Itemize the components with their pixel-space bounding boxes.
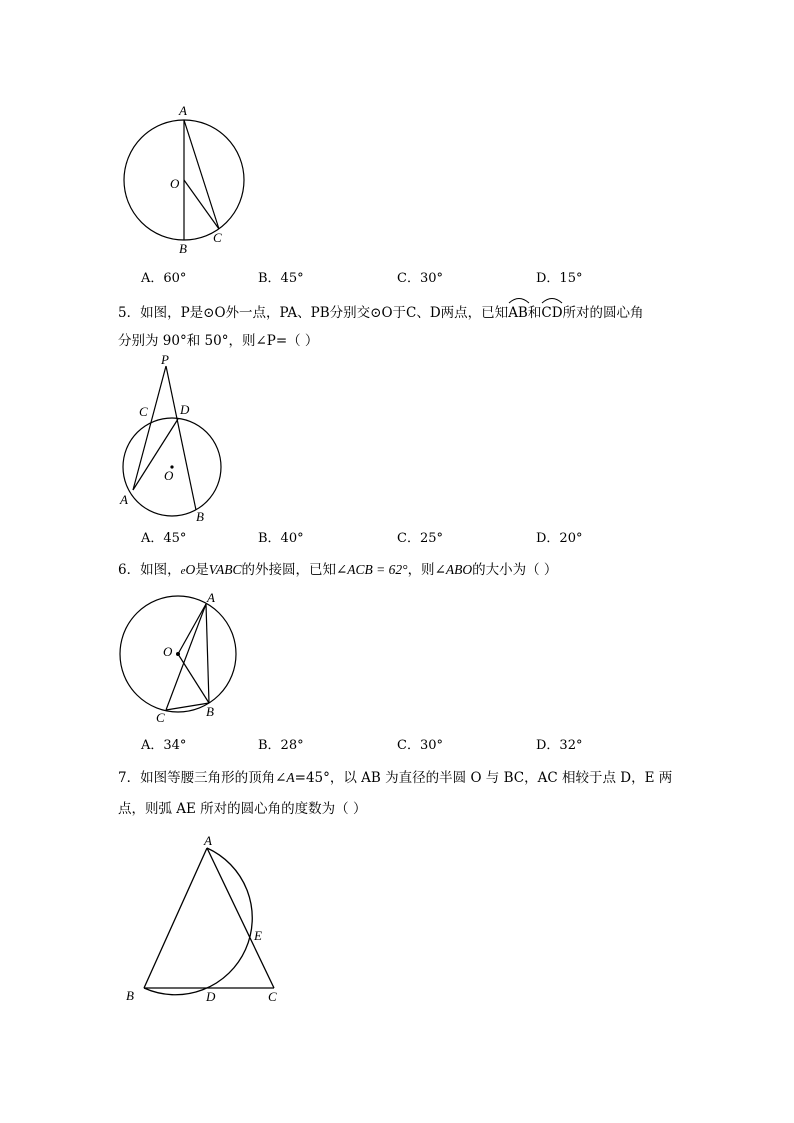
q6-text-b: 是 <box>195 562 209 578</box>
q5-label-o: O <box>164 468 174 483</box>
q5-label-a: A <box>120 492 128 507</box>
q7-text-a: 7．如图等腰三角形的顶角 <box>118 770 276 786</box>
q5-text-line2: 分别为 90°和 50°，则∠P=（ ） <box>118 333 319 349</box>
q4-label-o: O <box>170 176 180 191</box>
q5-text-b: 和 <box>527 305 542 321</box>
q7-label-e: E <box>254 928 262 943</box>
q4-option-a: A．60° <box>141 271 187 286</box>
q6-text-e: 的大小为（ ） <box>472 562 558 578</box>
q7-label-c: C <box>268 989 277 1004</box>
q5-label-d: D <box>180 402 190 417</box>
q4-label-a: A <box>179 103 187 118</box>
q4-option-d: D．15° <box>536 271 583 286</box>
q4-option-c: C．30° <box>397 271 443 286</box>
q6-triangle-abc: VABC <box>208 562 242 577</box>
q6-option-c: C．30° <box>397 738 443 753</box>
q7-text-line2: 点，则弧 AE 所对的圆心角的度数为（ ） <box>118 801 367 817</box>
q6-angle-acb: ∠ACB = 62° <box>335 562 408 577</box>
q7-side-ac <box>207 848 274 988</box>
q5-arc-ab-label: AB <box>508 305 528 321</box>
q6-symbol-o: O <box>185 562 196 577</box>
q5-text-c: 所对的圆心角 <box>562 305 644 321</box>
q7-label-a: A <box>204 833 212 848</box>
q5-option-a: A．45° <box>141 531 187 546</box>
q5-option-b: B．40° <box>258 531 304 546</box>
q7-semicircle <box>144 848 252 995</box>
q5-option-d: D．20° <box>536 531 583 546</box>
q6-option-a: A．34° <box>141 738 187 753</box>
q7-label-d: D <box>206 989 216 1004</box>
q6-angle-abo: ∠ABO <box>434 562 473 577</box>
q5-text-a: 5．如图，P是⊙O外一点，PA、PB分别交⊙O于C、D两点，已知 <box>118 305 509 321</box>
q6-option-d: D．32° <box>536 738 583 753</box>
q6-option-b: B．28° <box>258 738 304 753</box>
q6-label-b: B <box>206 704 214 719</box>
q5-label-b: B <box>196 509 204 524</box>
q6-text-a: 6．如图， <box>118 562 181 578</box>
q6-label-o: O <box>163 644 173 659</box>
q7-label-b: B <box>126 988 134 1003</box>
q6-label-c: C <box>156 710 165 725</box>
q7-text-b: =45°，以 AB 为直径的半圆 O 与 BC，AC 相较于点 D，E 两 <box>294 770 673 786</box>
q4-option-b: B．45° <box>258 271 304 286</box>
q6-text-c: 的外接圆，已知 <box>241 562 336 578</box>
q4-label-c: C <box>213 230 222 245</box>
q5-label-p: P <box>161 352 169 367</box>
q6-label-a: A <box>207 590 215 605</box>
q5-arc-cd-label: CD <box>541 305 563 321</box>
q5-option-c: C．25° <box>397 531 443 546</box>
q7-angle-a: ∠A <box>275 770 295 785</box>
q5-label-c: C <box>139 404 148 419</box>
q6-text-d: ，则 <box>407 562 435 578</box>
q6-symbol-e: e <box>180 565 186 577</box>
q7-side-ab <box>144 848 207 988</box>
q4-label-b: B <box>179 241 187 256</box>
